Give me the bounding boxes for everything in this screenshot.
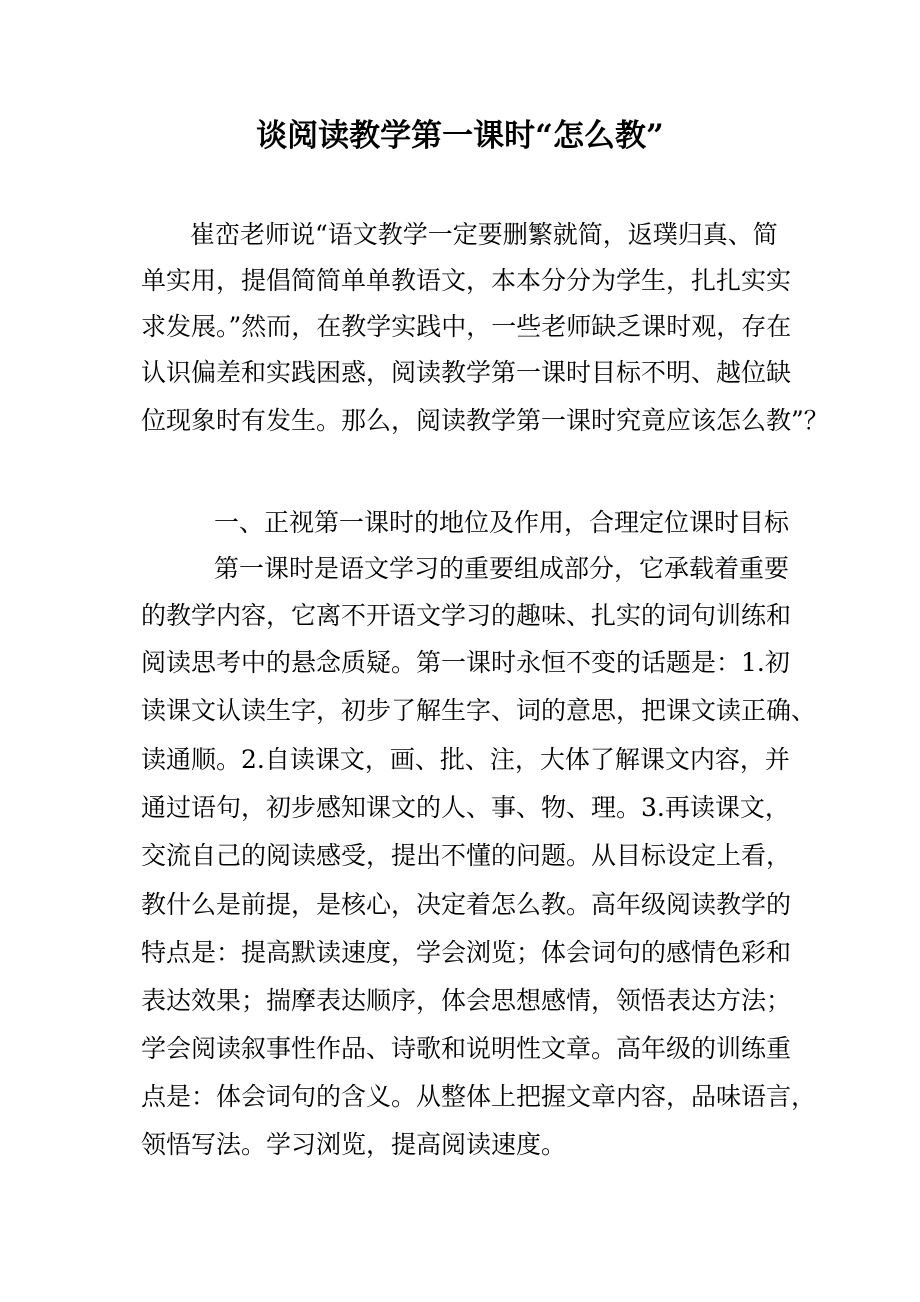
intro-line: 认识偏差和实践困惑，阅读教学第一课时目标不明、越位缺 — [141, 358, 792, 387]
body-line: 领悟写法。学习浏览，提高阅读速度。 — [141, 1130, 567, 1159]
document-title: 谈阅读教学第一课时“怎么教” — [256, 118, 664, 154]
body-line: 特点是：提高默读速度，学会浏览；体会词句的感情色彩和 — [141, 938, 792, 967]
body-line: 的教学内容，它离不开语文学习的趣味、扎实的词句训练和 — [141, 601, 792, 630]
intro-line: 崔峦老师说“语文教学一定要删繁就简，返璞归真、简 — [190, 220, 778, 249]
body-line: 读课文认读生字，初步了解生字、词的意思，把课文读正确、 — [141, 696, 817, 725]
intro-line: 单实用，提倡简简单单教语文，本本分分为学生，扎扎实实 — [141, 266, 792, 295]
body-line: 教什么是前提，是核心，决定着怎么教。高年级阅读教学的 — [141, 890, 792, 919]
body-line: 阅读思考中的悬念质疑。第一课时永恒不变的话题是：1.初 — [141, 648, 790, 677]
intro-line: 位现象时有发生。那么，阅读教学第一课时究竟应该怎么教”？ — [141, 406, 829, 435]
section-heading: 一、正视第一课时的地位及作用，合理定位课时目标 — [214, 508, 790, 537]
intro-line: 求发展。”然而，在教学实践中，一些老师缺乏课时观，存在 — [141, 312, 792, 341]
body-line: 读通顺。2.自读课文，画、批、注，大体了解课文内容，并 — [141, 745, 790, 774]
body-line: 表达效果；揣摩表达顺序，体会思想感情，领悟表达方法； — [141, 986, 792, 1015]
body-line: 学会阅读叙事性作品、诗歌和说明性文章。高年级的训练重 — [141, 1034, 792, 1063]
body-line: 通过语句，初步感知课文的人、事、物、理。3.再读课文， — [141, 793, 790, 822]
body-line: 第一课时是语文学习的重要组成部分，它承载着重要 — [214, 554, 790, 583]
body-line: 点是：体会词句的含义。从整体上把握文章内容，品味语言， — [141, 1082, 817, 1111]
body-line: 交流自己的阅读感受，提出不懂的问题。从目标设定上看， — [141, 841, 792, 870]
